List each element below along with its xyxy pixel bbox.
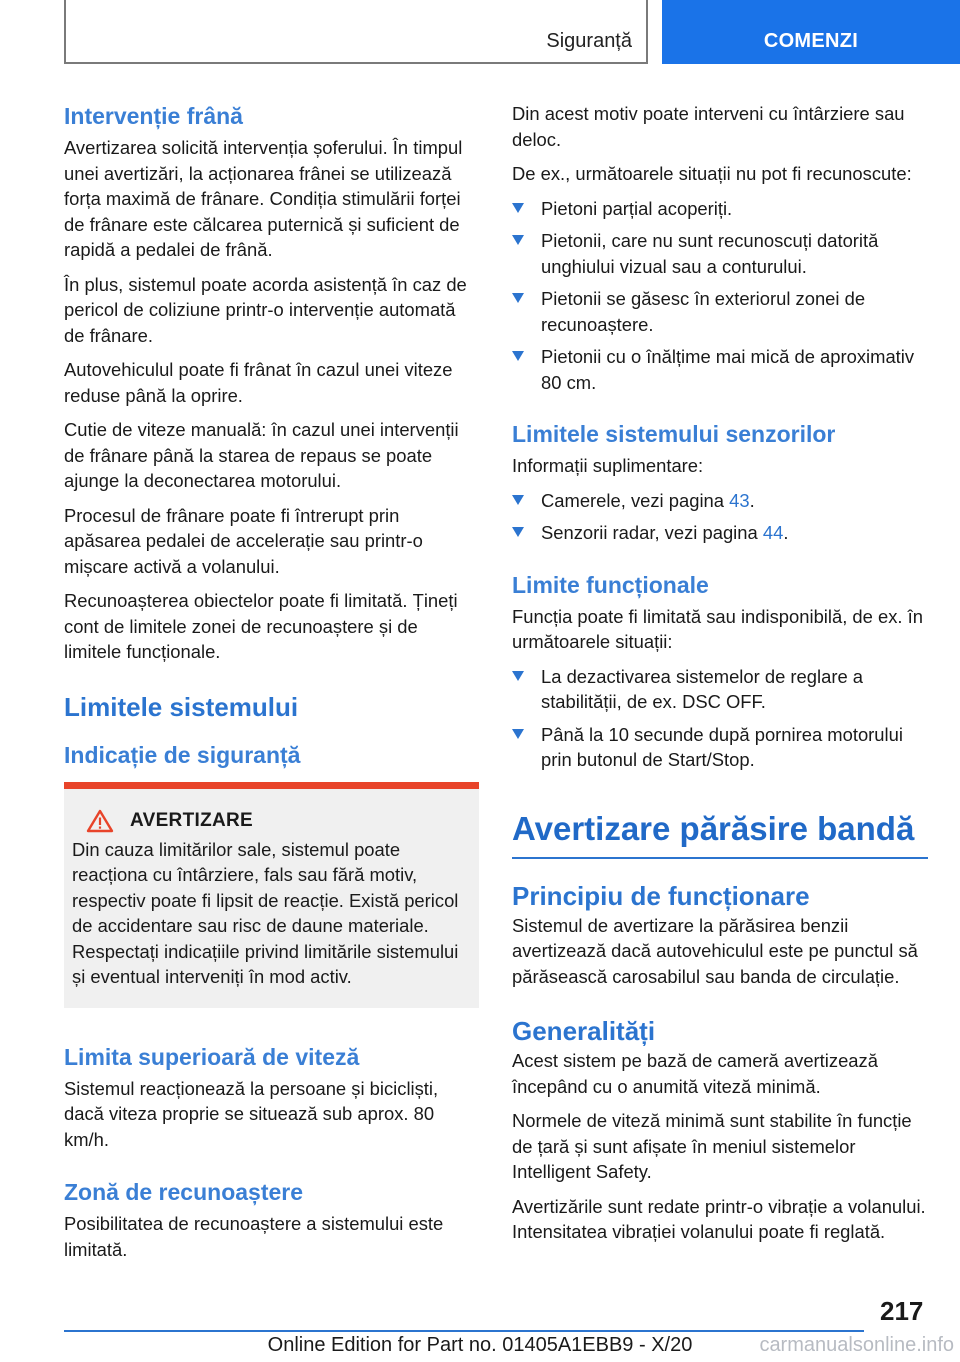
list-item: La dezactivarea sistemelor de reglare a stabilității, de ex. DSC OFF.: [512, 664, 927, 715]
watermark: carmanualsonline.info: [759, 1334, 954, 1356]
paragraph: Procesul de frânare poate fi întrerupt prin apăsarea pedalei de accelerație sau printr-o mișcare activă a volanului.: [64, 504, 423, 577]
page-link-43[interactable]: 43: [729, 489, 750, 511]
bullet-triangle-icon: [512, 671, 524, 681]
heading-principiu-functionare: Principiu de funcționare: [512, 880, 810, 911]
situations-list: [512, 196, 927, 396]
section-label: Siguranță: [546, 30, 632, 52]
left-column: [64, 101, 479, 1271]
paragraph: În plus, sistemul poate acorda asistență în caz de pericol de coliziune printr-o intervenție automată de frânare.: [64, 273, 467, 346]
heading-limitele-sistemului: Limitele sistemului: [64, 691, 299, 722]
heading-indicatie-siguranta: Indicație de siguranță: [64, 741, 301, 768]
heading-limitele-senzorilor: Limitele sistemului senzorilor: [512, 421, 836, 447]
chapter-heading-avertizare-banda: Avertizare părăsire bandă: [512, 809, 915, 847]
paragraph: Sistemul de avertizare la părăsirea benzii avertizează dacă autovehiculul este pe punctul să părăsească carosabilul sau banda de circulație.: [512, 914, 918, 987]
bullet-triangle-icon: [512, 495, 524, 505]
warning-triangle-icon: [86, 809, 114, 833]
heading-limite-functionale: Limite funcționale: [512, 571, 709, 598]
heading-limita-viteza: Limita superioară de viteză: [64, 1043, 360, 1070]
bullet-triangle-icon: [512, 351, 524, 361]
bullet-triangle-icon: [512, 527, 524, 537]
page-number: 217: [880, 1296, 924, 1326]
bullet-triangle-icon: [512, 235, 524, 245]
bullet-triangle-icon: [512, 729, 524, 739]
info-list: [512, 488, 927, 546]
warning-box: [64, 782, 479, 1008]
chapter-tab[interactable]: [662, 0, 960, 64]
warning-text: Din cauza limitărilor sale, sistemul poate reacționa cu întârziere, fals sau fără motiv, respectiv poate fi lipsit de reacție. Există pericol de accidentare sau risc de daune materiale. Respectați indicațiile privind limitările sistemului și eventual interveniți în mod activ.: [72, 838, 459, 987]
footer-divider: [64, 1330, 864, 1332]
page-link-44[interactable]: 44: [762, 522, 784, 543]
paragraph: Avertizările sunt redate printr-o vibrație a volanului. Intensitatea vibrației volanului poate fi reglată.: [512, 1195, 926, 1242]
list-item: Pietonii, care nu sunt recunoscuți datorită unghiului vizual sau a conturului.: [512, 228, 927, 279]
paragraph: Recunoașterea obiectelor poate fi limitată. Țineți cont de limitele zonei de recunoaștere și de limitele funcționale.: [64, 590, 458, 662]
heading-generalitati: Generalități: [512, 1016, 656, 1046]
paragraph: Normele de viteză minimă sunt stabilite în funcție de țară și sunt afișate în meniul sistemelor Intelligent Safety.: [512, 1110, 912, 1182]
paragraph: Posibilitatea de recunoaștere a sistemului este limitată.: [64, 1213, 444, 1260]
right-column: [512, 101, 927, 1254]
list-item: Pietonii cu o înălțime mai mică de aproximativ 80 cm.: [512, 344, 927, 395]
paragraph: Acest sistem pe bază de cameră avertizează începând cu o anumită viteză minimă.: [512, 1050, 878, 1097]
footer-edition: Online Edition for Part no. 01405A1EBB9 - X/20: [267, 1334, 693, 1356]
bullet-triangle-icon: [512, 293, 524, 303]
list-item: Pietonii se găsesc în exteriorul zonei de recunoaștere.: [512, 286, 927, 337]
list-item: Până la 10 secunde după pornirea motorului prin butonul de Start/Stop.: [512, 722, 927, 773]
heading-divider: [512, 857, 928, 859]
bullet-triangle-icon: [512, 203, 524, 213]
chapter-label: COMENZI: [763, 30, 859, 52]
paragraph: Cutie de viteze manuală: în cazul unei intervenții de frânare până la starea de repaus se poate ajunge la deconectarea motorului.: [64, 419, 459, 491]
paragraph: Din acest motiv poate interveni cu întârziere sau deloc.: [512, 103, 905, 150]
warning-title: AVERTIZARE: [130, 809, 253, 831]
section-tab: [64, 0, 648, 64]
list-item: Senzorii radar, vezi pagina 44.: [512, 520, 927, 546]
paragraph: Avertizarea solicită intervenția șoferului. În timpul unei avertizări, la acționarea frânei se utilizează forța maximă de frânare. Condiția stimulării forței de frânare este călcarea puternică și suficient de rapidă a pedalei de frână.: [64, 137, 463, 260]
list-item: Camerele, vezi pagina 43.: [512, 488, 927, 514]
functional-limits-list: [512, 664, 927, 773]
paragraph: Sistemul reacționează la persoane și bicicliști, dacă viteza proprie se situează sub aprox. 80 km/h.: [64, 1077, 439, 1150]
paragraph: Funcția poate fi limitată sau indisponibilă, de ex. în următoarele situații:: [512, 605, 923, 652]
heading-zona-recunoastere: Zonă de recunoaștere: [64, 1179, 304, 1205]
heading-interventie-frana: Intervenție frână: [64, 103, 243, 129]
paragraph: Autovehiculul poate fi frânat în cazul unei viteze reduse până la oprire.: [64, 359, 453, 406]
paragraph: Informații suplimentare:: [512, 455, 704, 476]
list-item: Pietoni parțial acoperiți.: [512, 196, 927, 222]
paragraph: De ex., următoarele situații nu pot fi recunoscute:: [512, 163, 912, 184]
